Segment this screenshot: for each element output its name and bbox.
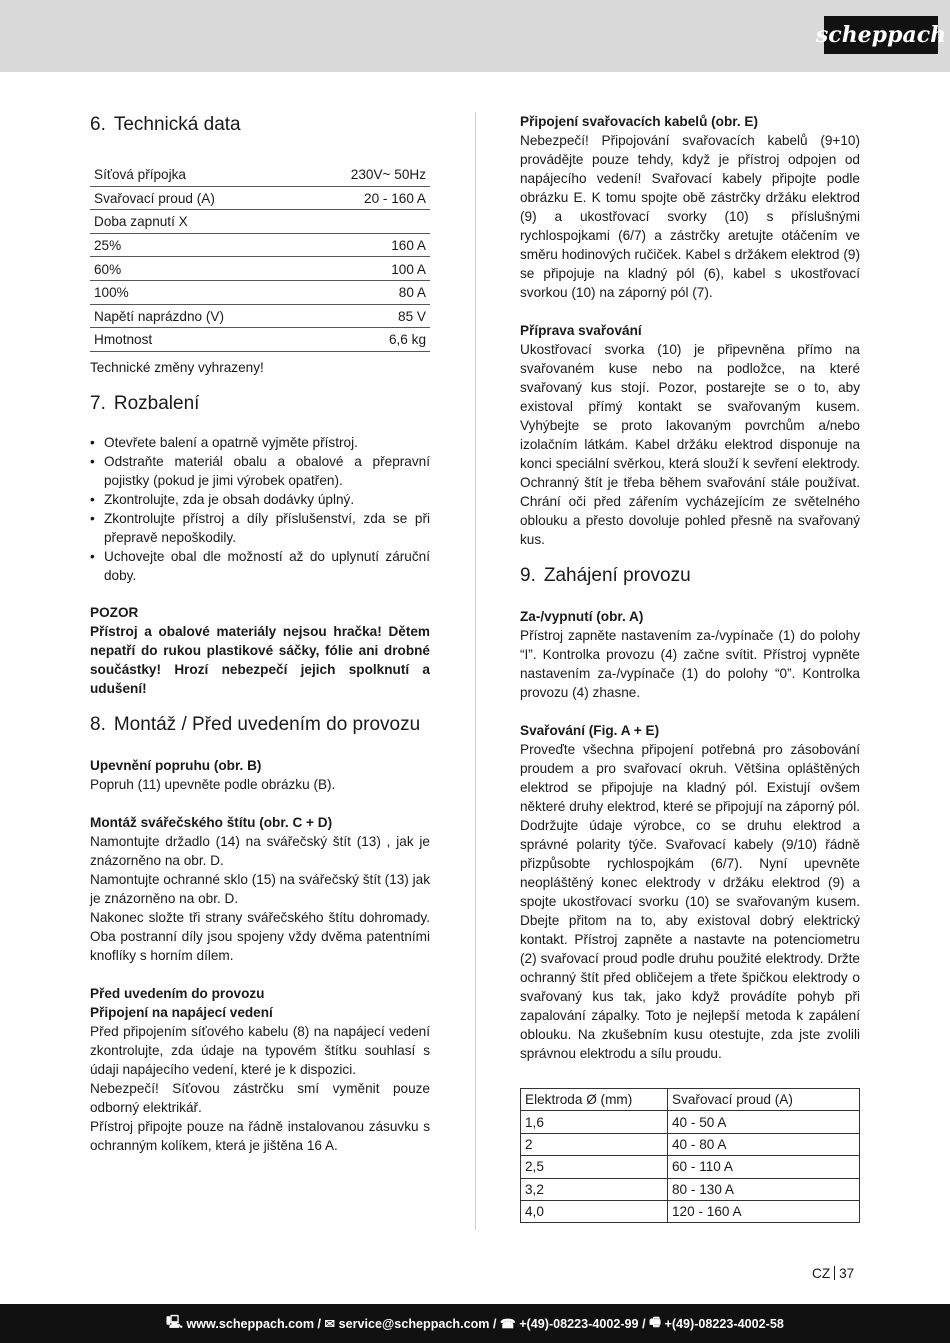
table-row: [90, 257, 430, 281]
prep-heading: Příprava svařování: [520, 323, 642, 338]
welding-current-cell: 60 - 110 A: [668, 1156, 860, 1178]
mains-text-2: Nebezpečí! Síťovou zástrčku smí vyměnit pouze odborný elektrikář.: [90, 1080, 430, 1115]
table-row: [90, 163, 430, 186]
table-row: [90, 186, 430, 210]
table-row: [90, 210, 430, 234]
list-item: • Otevřete balení a opatrně vyjměte přístroj.: [90, 433, 430, 452]
computer-icon: 🖳: [166, 1315, 187, 1329]
spec-label: Napětí naprázdno (V): [90, 304, 302, 328]
spec-label: Svařovací proud (A): [90, 186, 302, 210]
welding-current-cell: 40 - 50 A: [668, 1111, 860, 1133]
electrode-diameter-cell: 1,6: [521, 1111, 668, 1133]
onoff-text: Přístroj zapněte nastavením za-/vypínače (1) do polohy “I”. Kontrolka provozu (4) začne svítit. Přístroj vypněte nastavením za-/vypínače (1) do polohy “0”. Kontrolka provozu (4) zhasne.: [520, 628, 860, 700]
table-header-row: [521, 1089, 860, 1111]
footer-bar: 🖳 www.scheppach.com / ✉ service@scheppach.com / ☎ +(49)-08223-4002-99 / 🖷 +(49)-08223-4002-58: [0, 1304, 950, 1343]
spec-value: 80 A: [302, 280, 430, 304]
mains-text-3: Přístroj připojte pouze na řádně instalovanou zásuvku s ochranným kolíkem, která je jištěna 16 A.: [90, 1118, 430, 1153]
electrode-diameter-cell: 3,2: [521, 1178, 668, 1200]
section-8-heading: 8. Montáž / Před uvedením do provozu: [90, 713, 421, 735]
strap-heading: Upevnění popruhu (obr. B): [90, 757, 262, 773]
spec-value: 6,6 kg: [302, 328, 430, 352]
onoff-heading: Za-/vypnutí (obr. A): [520, 609, 644, 624]
welding-heading: Svařování (Fig. A + E): [520, 723, 660, 738]
welding-current-cell: 40 - 80 A: [668, 1133, 860, 1155]
spec-label: Hmotnost: [90, 328, 302, 352]
spec-value: 20 - 160 A: [302, 186, 430, 210]
shield-text-1: Namontujte držadlo (14) na svářečský štít (13) , jak je znázorněno na obr. D.: [90, 833, 430, 868]
shield-heading: Montáž svářečského štítu (obr. C + D): [90, 814, 333, 830]
welding-text: Proveďte všechna připojení potřebná pro zásobování proudem a pro svařovací okruh. Většina opláštěných elektrod se připojuje na kladný pól. Existují ovšem některé druhy elektrod, které se připojují na záporný pól. Dodržujte údaje výrobce, co se druhu elektrod a správné polarity týče. Svařovací kabely (9/10) řádně přizpůsobte rychlospojkám (6/7). Nyní upevněte neopláštěný konec elektrody v držáku elektrod (9) a spojte ukostřovací svorku (10) se svařovaným kusem. Dbejte přitom na to, aby existoval dobrý elektrický kontakt. Přístroj zapněte a nastavte na potenciometru (2) svařovací proud podle druhu použité elektrody. Držte ochranný štít před obličejem a třete špičkou elektrody o svařovaný kus tak, jako když provádíte pohyb při zapalování zápalky. Toto je nejlepší metoda k zapálení oblouku. Na zkušebním kusu otestujte, zda jste zvolili správnou elektrodu a sílu proudu.: [520, 742, 860, 1061]
spec-value: 160 A: [302, 233, 430, 257]
mains-text-1: Před připojením síťového kabelu (8) na napájecí vedení zkontrolujte, zda údaje na typovém štítku souhlasí s údaji napájecího vedení, které je k dispozici.: [90, 1023, 430, 1077]
spec-label: Síťová přípojka: [90, 163, 302, 186]
phone-icon: ☎: [500, 1317, 520, 1331]
electrode-diameter-cell: 4,0: [521, 1200, 668, 1222]
before-operation-heading: Před uvedením do provozu: [90, 985, 265, 1001]
section-7-heading: 7. Rozbalení: [90, 392, 200, 414]
right-column: [520, 112, 860, 1223]
fax-icon: 🖷: [649, 1315, 665, 1329]
table-row: [521, 1111, 860, 1133]
spec-value: 100 A: [302, 257, 430, 281]
list-item: • Zkontrolujte, zda je obsah dodávky úplný.: [90, 490, 430, 509]
spec-label: 100%: [90, 280, 302, 304]
table-row: [90, 304, 430, 328]
spec-value: [302, 210, 430, 234]
list-item: • Uchovejte obal dle možností až do uplynutí záruční doby.: [90, 547, 430, 585]
shield-text-3: Nakonec složte tři strany svářečského štítu dohromady. Oba postranní díly jsou spojeny vždy dvěma patentními knoflíky s horním dílem.: [90, 909, 430, 963]
left-column: [90, 112, 430, 1155]
spec-label: Doba zapnutí X: [90, 210, 302, 234]
list-item: • Zkontrolujte přístroj a díly příslušenství, zda se při přepravě nepoškodily.: [90, 509, 430, 547]
unpacking-list: [90, 433, 430, 585]
footer-email[interactable]: service@scheppach.com: [338, 1316, 490, 1331]
spec-value: 85 V: [302, 304, 430, 328]
spec-label: 25%: [90, 233, 302, 257]
tech-changes-note: Technické změny vyhrazeny!: [90, 359, 264, 375]
table-row: [521, 1133, 860, 1155]
mains-heading: Připojení na napájecí vedení: [90, 1004, 273, 1020]
welding-current-cell: 120 - 160 A: [668, 1200, 860, 1222]
table-row: [90, 280, 430, 304]
table-row: [90, 233, 430, 257]
cables-heading: Připojení svařovacích kabelů (obr. E): [520, 114, 758, 129]
shield-text-2: Namontujte ochranné sklo (15) na svářečský štít (13) jak je znázorněno na obr. D.: [90, 871, 430, 906]
caution-title: POZOR: [90, 604, 139, 620]
caution-text: Přístroj a obalové materiály nejsou hračka! Dětem nepatří do rukou plastikové sáčky, fólie ani drobné součástky! Hrozí nebezpečí jejich spolknutí a udušení!: [90, 623, 430, 696]
section-9-heading: 9. Zahájení provozu: [520, 565, 691, 586]
electrode-table: [520, 1088, 860, 1223]
footer-phone: +(49)-08223-4002-99: [519, 1316, 639, 1331]
table-row: [90, 328, 430, 352]
page-number: CZ 37: [812, 1266, 855, 1281]
mail-icon: ✉: [324, 1317, 339, 1331]
column-divider: [475, 112, 476, 1230]
table-row: [521, 1200, 860, 1222]
technical-data-table: [90, 163, 430, 352]
scheppach-logo: scheppach: [824, 16, 938, 54]
footer-website[interactable]: www.scheppach.com: [186, 1316, 315, 1331]
table-header-cell: Svařovací proud (A): [668, 1089, 860, 1111]
welding-current-cell: 80 - 130 A: [668, 1178, 860, 1200]
section-6-heading: 6. Technická data: [90, 114, 241, 135]
header-band: [0, 0, 950, 72]
table-row: [521, 1178, 860, 1200]
spec-value: 230V~ 50Hz: [302, 163, 430, 186]
footer-fax: +(49)-08223-4002-58: [664, 1316, 784, 1331]
prep-text: Ukostřovací svorka (10) je připevněna přímo na svařovaném kuse nebo na podložce, na které svařovaný kus stojí. Pozor, postarejte se o to, aby existoval přímý kontakt se svařovaným kusem. Vyhýbejte se proto lakovaným povrchům a/nebo izolačním látkám. Kabel držáku elektrod disponuje na konci speciální svěrkou, která slouží k sevření elektrody. Ochranný štít je třeba během svařování stále používat. Chrání oči před zářením vycházejícím ze světelného oblouku a přesto dovoluje pohled přesně na svařovaný kus.: [520, 342, 860, 547]
electrode-diameter-cell: 2: [521, 1133, 668, 1155]
table-header-cell: Elektroda Ø (mm): [521, 1089, 668, 1111]
strap-text: Popruh (11) upevněte podle obrázku (B).: [90, 776, 336, 792]
table-row: [521, 1156, 860, 1178]
spec-label: 60%: [90, 257, 302, 281]
electrode-diameter-cell: 2,5: [521, 1156, 668, 1178]
list-item: • Odstraňte materiál obalu a obalové a přepravní pojistky (pokud je jimi výrobek opatřen).: [90, 452, 430, 490]
cables-text: Nebezpečí! Připojování svařovacích kabelů (9+10) provádějte pouze tehdy, když je přístroj odpojen od napájecího vedení! Svařovací kabely připojte podle obrázku E. K tomu spojte obě zástrčky držáku elektrod (9) a ukostřovací svorky (10) s příslušnými rychlospojkami (6/7) a zástrčky aretujte otáčením ve směru hodinových ručiček. Kabel s držákem elektrod (9) se připojuje na kladný pól (6), kabel s ukostřovací svorkou (10) na záporný pól (7).: [520, 133, 860, 300]
